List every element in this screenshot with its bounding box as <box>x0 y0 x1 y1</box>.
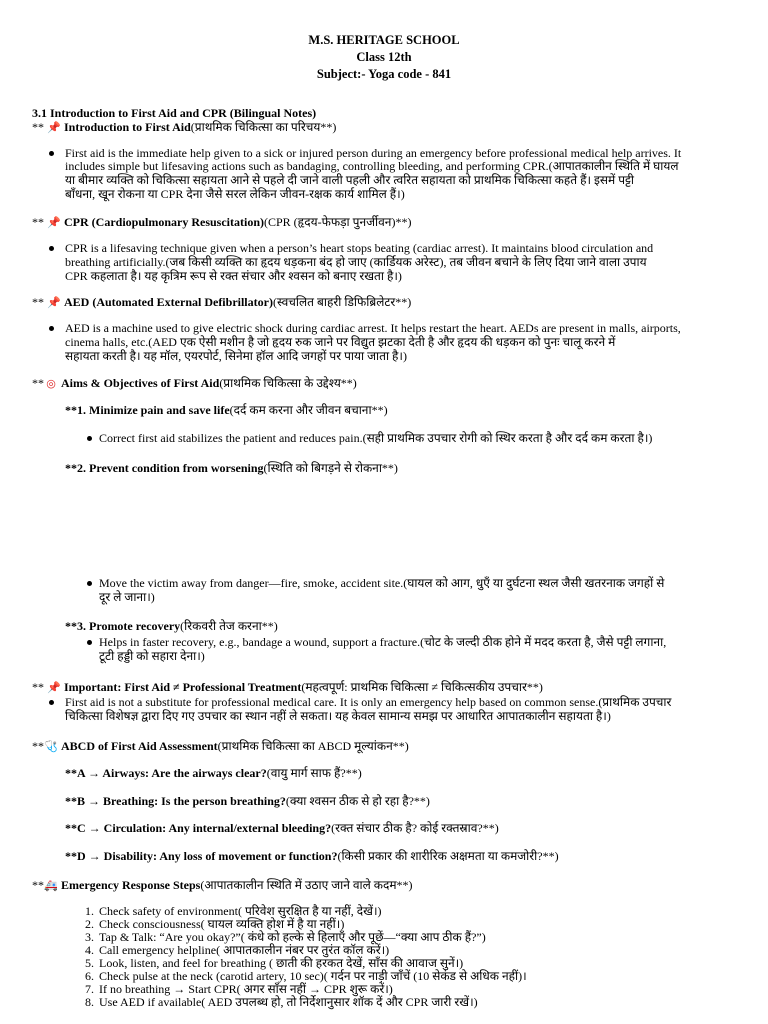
aed-line: cinema halls, etc.(AED एक ऐसी मशीन है जो हृदय रुक जाने पर विद्युत झटका देती है और हृदय की धड़कन को पुनः चालू करने में <box>65 335 616 349</box>
section-title: 3.1 Introduction to First Aid and CPR (Bilingual Notes) <box>32 106 317 120</box>
aed-line: AED is a machine used to give electric shock during cardiac arrest. It helps restart the heart. AEDs are present in malls, airports, <box>65 321 681 335</box>
aed-line: सहायता करती है। यह मॉल, एयरपोर्ट, सिनेमा हॉल आदि जगहों पर पाया जाता है।) <box>65 349 407 363</box>
pushpin-icon: 📌 <box>47 681 61 694</box>
heading-bold: ABCD of First Aid Assessment <box>61 739 218 753</box>
heading-prefix: ** <box>32 295 47 309</box>
aim-1-heading <box>65 404 388 417</box>
heading-rest: (प्राथमिक चिकित्सा का परिचय**) <box>190 120 337 134</box>
abcd-bold: A → Airways: Are the airways clear? <box>77 766 267 780</box>
stethoscope-icon: 🩺 <box>44 740 58 753</box>
aim-1-line: Correct first aid stabilizes the patient and reduces pain.(सही प्राथमिक उपचार रोगी को स्थिर करता है और दर्द कम करता है।) <box>99 431 653 445</box>
step-text: Check consciousness( घायल व्यक्ति होश में है या नहीं।) <box>99 917 345 931</box>
intro-line: या बीमार व्यक्ति को चिकित्सा सहायता आने से पहले दी जाने वाली पहली और त्वरित सहायता को प्राथमिक चिकित्सा कहते हैं। इसमें पट्टी <box>65 173 635 187</box>
bullet-dot <box>49 700 54 705</box>
cpr-heading <box>32 216 411 229</box>
bullet-dot <box>49 246 54 251</box>
heading-prefix: ** <box>32 878 44 892</box>
step-text: Check pulse at the neck (carotid artery, 10 sec)( गर्दन पर नाड़ी जाँचें (10 सेकंड से अधिक नहीं)। <box>99 969 527 983</box>
aim-bold: 1. Minimize pain and save life <box>77 403 230 417</box>
ambulance-icon: 🚑 <box>44 879 58 892</box>
heading-rest: (आपातकालीन स्थिति में उठाए जाने वाले कदम**) <box>200 878 413 892</box>
emergency-step: 7. If no breathing → Start CPR( अगर साँस नहीं → CPR शुरू करें।) <box>85 982 393 996</box>
abcd-bold: B → Breathing: Is the person breathing? <box>77 794 286 808</box>
aim-3-line: Helps in faster recovery, e.g., bandage a wound, support a fracture.(चोट के जल्दी ठीक होने में मदद करता है, जैसे पट्टी लगाना, <box>99 635 667 649</box>
cpr-line: CPR is a lifesaving technique given when a person’s heart stops beating (cardiac arrest). It maintains blood circulation and <box>65 241 654 255</box>
emergency-step: 4. Call emergency helpline( आपातकालीन नंबर पर तुरंत कॉल करें।) <box>85 943 390 957</box>
aim-2-line: Move the victim away from danger—fire, smoke, accident site.(घायल को आग, धुएँ या दुर्घटना स्थल जैसी खतरनाक जगहों से <box>99 576 665 590</box>
heading-bold: Aims & Objectives of First Aid <box>61 376 220 390</box>
abcd-bold: D → Disability: Any loss of movement or function? <box>77 849 338 863</box>
aim-2-heading <box>65 462 398 475</box>
important-line: चिकित्सा विशेषज्ञ द्वारा दिए गए उपचार का स्थान नहीं ले सकता। यह केवल सामान्य समझ पर आधारित आपातकालीन सहायता है।) <box>65 709 611 723</box>
aim-rest: (स्थिति को बिगड़ने से रोकना**) <box>263 461 398 475</box>
heading-bold: Important: First Aid ≠ Professional Treatment <box>64 680 302 694</box>
aim-prefix: ** <box>65 461 77 475</box>
intro-line: बाँधना, खून रोकना या CPR देना जैसे सरल लेकिन जीवन-रक्षक कार्य शामिल हैं।) <box>65 187 405 201</box>
bullet-dot <box>49 326 54 331</box>
abcd-heading <box>32 740 409 753</box>
abcd-rest: (किसी प्रकार की शारीरिक अक्षमता या कमजोरी?**) <box>337 849 559 863</box>
aed-heading <box>32 296 411 309</box>
bullet-dot <box>49 151 54 156</box>
heading-prefix: ** <box>32 739 44 753</box>
aim-bold: 3. Promote recovery <box>77 619 181 633</box>
emergency-heading <box>32 879 413 892</box>
bullet-dot <box>87 436 92 441</box>
step-text: Tap & Talk: “Are you okay?”( कंधे को हल्के से हिलाएँ और पूछें—“क्या आप ठीक हैं?”) <box>99 930 486 944</box>
step-text: If no breathing → Start CPR( अगर साँस नहीं → CPR शुरू करें।) <box>99 982 393 996</box>
pushpin-icon: 📌 <box>47 296 61 309</box>
abcd-bold: C → Circulation: Any internal/external bleeding? <box>77 821 332 835</box>
class-label: Class 12th <box>356 50 412 64</box>
heading-rest: (CPR (हृदय-फेफड़ा पुनर्जीवन)**) <box>264 215 412 229</box>
aim-2-line: दूर ले जाना।) <box>99 590 155 604</box>
emergency-step: 8. Use AED if available( AED उपलब्ध हो, तो निर्देशानुसार शॉक दें और CPR जारी रखें।) <box>85 995 478 1009</box>
emergency-step: 3. Tap & Talk: “Are you okay?”( कंधे को हल्के से हिलाएँ और पूछें—“क्या आप ठीक हैं?”) <box>85 930 486 944</box>
heading-bold: Emergency Response Steps <box>61 878 201 892</box>
abcd-item-c <box>65 822 499 835</box>
aim-3-heading <box>65 620 278 633</box>
intro-heading <box>32 121 336 134</box>
pushpin-icon: 📌 <box>47 216 61 229</box>
intro-line: First aid is the immediate help given to a sick or injured person during an emergency before professional medical help arrives. It <box>65 146 682 160</box>
abcd-rest: (क्या श्वसन ठीक से हो रहा है?**) <box>285 794 430 808</box>
emergency-step: 1. Check safety of environment( परिवेश सुरक्षित है या नहीं, देखें।) <box>85 904 382 918</box>
abcd-prefix: ** <box>65 849 77 863</box>
abcd-rest: (रक्त संचार ठीक है? कोई रक्तस्राव?**) <box>331 821 499 835</box>
intro-line: includes simple but lifesaving actions such as bandaging, controlling bleeding, and performing CPR.(आपातकालीन स्थिति में घायल <box>65 159 679 173</box>
heading-bold: CPR (Cardiopulmonary Resuscitation) <box>64 215 264 229</box>
step-text: Check safety of environment( परिवेश सुरक्षित है या नहीं, देखें।) <box>99 904 382 918</box>
bullet-dot <box>87 640 92 645</box>
emergency-step: 6. Check pulse at the neck (carotid artery, 10 sec)( गर्दन पर नाड़ी जाँचें (10 सेकंड से अधिक नहीं)। <box>85 969 527 983</box>
heading-rest: (महत्वपूर्ण: प्राथमिक चिकित्सा ≠ चिकित्सकीय उपचार**) <box>301 680 543 694</box>
heading-prefix: ** <box>32 120 47 134</box>
important-heading <box>32 681 543 694</box>
abcd-rest: (वायु मार्ग साफ हैं?**) <box>266 766 362 780</box>
emergency-step: 5. Look, listen, and feel for breathing ( छाती की हरकत देखें, साँस की आवाज सुनें।) <box>85 956 464 970</box>
step-text: Look, listen, and feel for breathing ( छाती की हरकत देखें, साँस की आवाज सुनें।) <box>99 956 464 970</box>
aims-heading <box>32 377 357 390</box>
aim-rest: (रिकवरी तेज करना**) <box>180 619 278 633</box>
step-text: Use AED if available( AED उपलब्ध हो, तो निर्देशानुसार शॉक दें और CPR जारी रखें।) <box>99 995 478 1009</box>
heading-rest: (प्राथमिक चिकित्सा के उद्देश्य**) <box>219 376 357 390</box>
cpr-line: CPR कहलाता है। यह कृत्रिम रूप से रक्त संचार और श्वसन को बनाए रखता है।) <box>65 269 402 283</box>
school-name: M.S. HERITAGE SCHOOL <box>308 33 460 47</box>
heading-rest: (स्वचलित बाहरी डिफिब्रिलेटर**) <box>272 295 412 309</box>
heading-prefix: ** <box>32 680 47 694</box>
heading-prefix: ** <box>32 376 44 390</box>
aim-prefix: ** <box>65 619 77 633</box>
heading-prefix: ** <box>32 215 47 229</box>
heading-bold: Introduction to First Aid <box>64 120 191 134</box>
heading-bold: AED (Automated External Defibrillator) <box>64 295 273 309</box>
abcd-item-b <box>65 795 430 808</box>
heading-rest: (प्राथमिक चिकित्सा का ABCD मूल्यांकन**) <box>217 739 409 753</box>
subject-label: Subject:- Yoga code - 841 <box>316 67 452 81</box>
aim-bold: 2. Prevent condition from worsening <box>77 461 264 475</box>
aim-rest: (दर्द कम करना और जीवन बचाना**) <box>229 403 388 417</box>
aim-prefix: ** <box>65 403 77 417</box>
abcd-prefix: ** <box>65 766 77 780</box>
cpr-line: breathing artificially.(जब किसी व्यक्ति का हृदय धड़कना बंद हो जाए (कार्डियक अरेस्ट), तब जीवन बचाने के लिए दिया जाने वाला उपाय <box>65 255 647 269</box>
abcd-item-a <box>65 767 362 780</box>
target-icon: ◎ <box>46 377 56 390</box>
abcd-item-d <box>65 850 559 863</box>
step-text: Call emergency helpline( आपातकालीन नंबर पर तुरंत कॉल करें।) <box>99 943 390 957</box>
emergency-step: 2. Check consciousness( घायल व्यक्ति होश में है या नहीं।) <box>85 917 345 931</box>
abcd-prefix: ** <box>65 821 77 835</box>
pushpin-icon: 📌 <box>47 121 61 134</box>
important-line: First aid is not a substitute for professional medical care. It is only an emergency help based on common sense.(प्राथमिक उपचार <box>65 695 672 709</box>
bullet-dot <box>87 581 92 586</box>
aim-3-line: टूटी हड्डी को सहारा देना।) <box>99 649 205 663</box>
abcd-prefix: ** <box>65 794 77 808</box>
